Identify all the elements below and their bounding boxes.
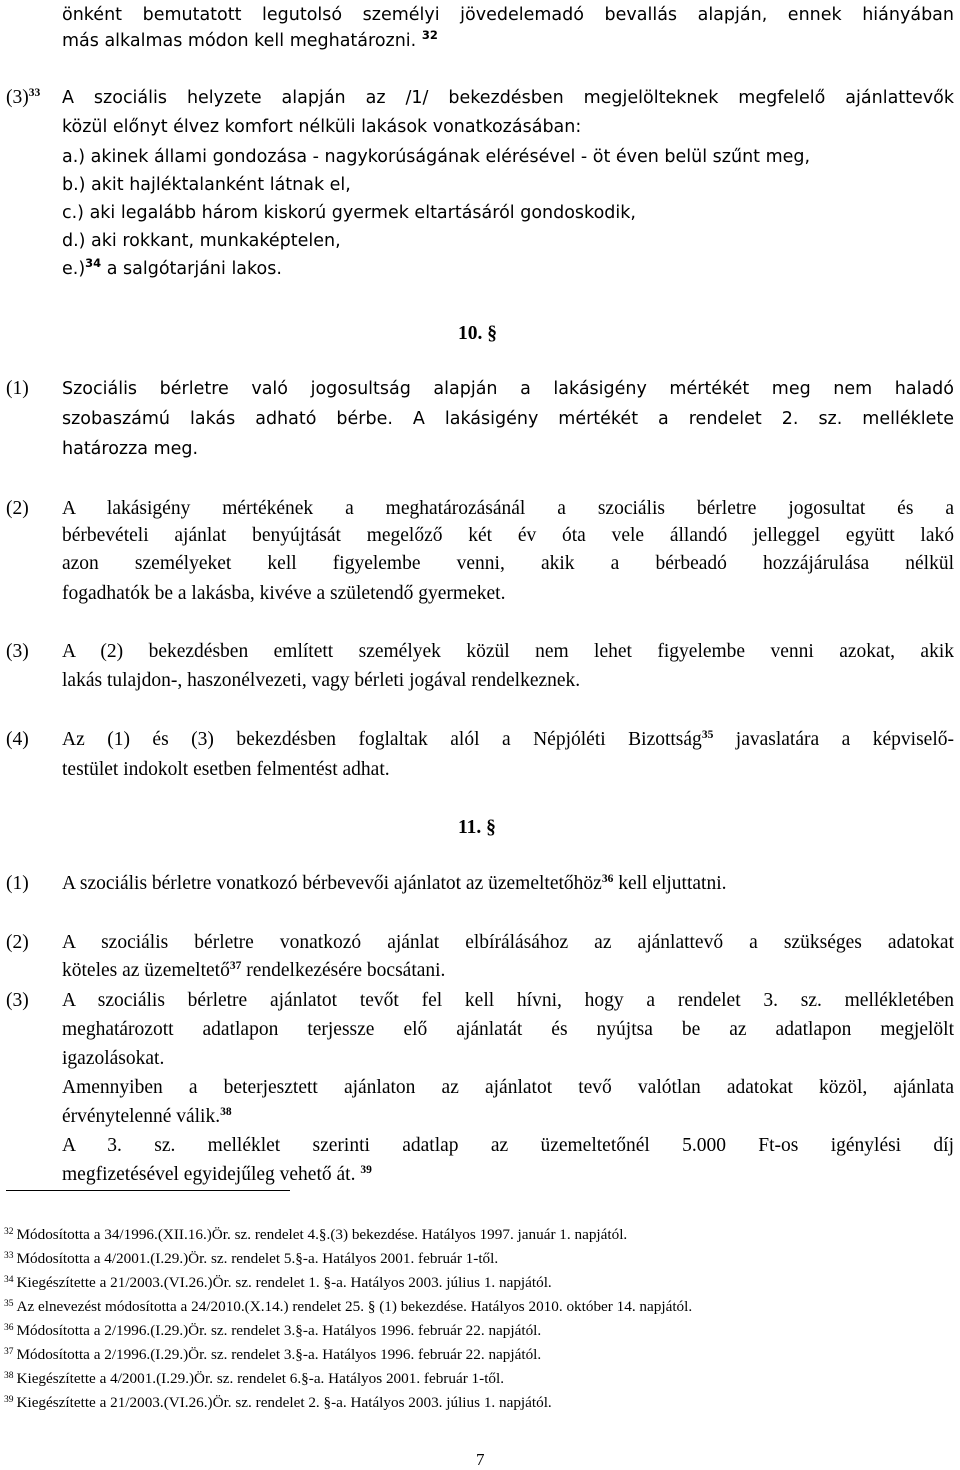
paragraph-number: (1) [6, 378, 29, 399]
paragraph-line: A szociális helyzete alapján az /1/ bekezdésben megjelölteknek megfelelő ajánlattevők [62, 88, 954, 108]
paragraph-line: szobaszámú lakás adható bérbe. A lakásigény mértékét a rendelet 2. sz. melléklete [62, 409, 954, 429]
list-item-e: e.)$^{34}$ a salgótarjáni lakos. [62, 256, 282, 279]
footnote-ref: 36 [601, 873, 614, 885]
paragraph-line: A szociális bérletre ajánlatot tevőt fel kell hívni, hogy a rendelet 3. sz. mellékletében [62, 990, 954, 1011]
paragraph-line: köteles az üzemeltető$^{37}$ rendelkezésére bocsátani. [62, 960, 446, 981]
list-item-d: d.) aki rokkant, munkaképtelen, [62, 231, 341, 251]
paragraph-line: Amennyiben a beterjesztett ajánlaton az ajánlatot tevő valótlan adatokat közöl, ajánlata [62, 1077, 954, 1098]
paragraph-line: testület indokolt esetben felmentést adhat. [62, 759, 390, 780]
footnote-ref: 34 [85, 256, 102, 270]
page-number: 7 [476, 1450, 485, 1469]
footnote-ref: 32 [421, 28, 438, 42]
footnote-36: $^{36}$ Módosította a 2/1996.(I.29.)Ör. sz. rendelet 3.§-a. Hatályos 1996. február 22. napjától. [4, 1322, 542, 1339]
paragraph-line: igazolásokat. [62, 1048, 165, 1069]
footnote-ref: 39 [360, 1164, 372, 1176]
paragraph-number: $(3)^{33}$ [6, 87, 41, 108]
paragraph-line: más alkalmas módon kell meghatározni. $^{32}$ [62, 28, 438, 51]
paragraph-line: A szociális bérletre vonatkozó bérbevevői ajánlatot az üzemeltetőhöz$^{36}$ kell eljuttatni. [62, 873, 727, 894]
footnote-34: $^{34}$ Kiegészítette a 21/2003.(VI.26.)Ör. sz. rendelet 1. §-a. Hatályos 2003. július 1. napjától. [4, 1274, 552, 1291]
paragraph-line: meghatározott adatlapon terjessze elő ajánlatát és nyújtsa be az adatlapon megjelölt [62, 1019, 954, 1040]
paragraph-line: határozza meg. [62, 439, 199, 459]
footnote-ref: 38 [220, 1106, 232, 1118]
paragraph-number: (3) [6, 990, 29, 1011]
paragraph-line: azon személyeket kell figyelembe venni, akik a bérbeadó hozzájárulása nélkül [62, 553, 954, 574]
paragraph-number: (2) [6, 498, 29, 519]
paragraph-line: lakás tulajdon-, haszonélvezeti, vagy bérleti jogával rendelkeznek. [62, 670, 581, 691]
paragraph-number: (4) [6, 729, 29, 750]
paragraph-line: A lakásigény mértékének a meghatározásánál a szociális bérletre jogosultat és a [62, 498, 954, 519]
footnote-35: $^{35}$ Az elnevezést módosította a 24/2010.(X.14.) rendelet 25. § (1) bekezdése. Hatályos 2010. október 14. napjától. [4, 1298, 693, 1315]
paragraph-line: A 3. sz. melléklet szerinti adatlap az üzemeltetőnél 5.000 Ft-os igénylési díj [62, 1135, 954, 1156]
footnote-ref: 33 [28, 87, 41, 99]
footnote-ref: 37 [229, 960, 242, 972]
section-heading-11: 11. § [458, 817, 496, 838]
footnote-37: $^{37}$ Módosította a 2/1996.(I.29.)Ör. sz. rendelet 3.§-a. Hatályos 1996. február 22. napjától. [4, 1346, 542, 1363]
footnote-ref: 35 [701, 729, 714, 741]
paragraph-line: Szociális bérletre való jogosultság alapján a lakásigény mértékét meg nem haladó [62, 379, 954, 399]
paragraph-line: közül előnyt élvez komfort nélküli lakások vonatkozásában: [62, 117, 582, 137]
footnote-39: $^{39}$ Kiegészítette a 21/2003.(VI.26.)Ör. sz. rendelet 2. §-a. Hatályos 2003. július 1. napjától. [4, 1394, 552, 1411]
paragraph-number: (1) [6, 873, 29, 894]
paragraph-line: fogadhatók be a lakásba, kivéve a születendő gyermeket. [62, 583, 506, 604]
list-item-a: a.) akinek állami gondozása - nagykorúságának elérésével - öt éven belül szűnt meg, [62, 147, 811, 167]
paragraph-number: (3) [6, 641, 29, 662]
paragraph-number: (2) [6, 932, 29, 953]
footnote-separator [6, 1190, 290, 1191]
list-item-b: b.) akit hajléktalanként látnak el, [62, 175, 351, 195]
footnote-32: $^{32}$ Módosította a 34/1996.(XII.16.)Ör. sz. rendelet 4.§.(3) bekezdése. Hatályos 1997. január 1. napjától. [4, 1226, 628, 1243]
section-heading-10: 10. § [458, 323, 497, 344]
paragraph-line: érvénytelenné válik.$^{38}$ [62, 1106, 232, 1127]
paragraph-line: önként bemutatott legutolsó személyi jövedelemadó bevallás alapján, ennek hiányában [62, 5, 954, 25]
list-item-c: c.) aki legalább három kiskorú gyermek eltartásáról gondoskodik, [62, 203, 636, 223]
paragraph-line: megfizetésével egyidejűleg vehető át. $^{39}$ [62, 1164, 372, 1185]
paragraph-line: bérbevételi ajánlat benyújtását megelőző két év óta vele állandó jelleggel együtt lakó [62, 525, 954, 546]
footnote-38: $^{38}$ Kiegészítette a 4/2001.(I.29.)Ör. sz. rendelet 6.§-a. Hatályos 2001. február 1-től. [4, 1370, 505, 1387]
paragraph-line: Az (1) és (3) bekezdésben foglaltak alól a Népjóléti Bizottság$^{35}$ javaslatára a képviselő- [62, 729, 954, 750]
paragraph-line: A szociális bérletre vonatkozó ajánlat elbírálásához az ajánlattevő a szükséges adatokat [62, 932, 954, 953]
footnote-33: $^{33}$ Módosította a 4/2001.(I.29.)Ör. sz. rendelet 5.§-a. Hatályos 2001. február 1-től. [4, 1250, 499, 1267]
paragraph-line: A (2) bekezdésben említett személyek közül nem lehet figyelembe venni azokat, akik [62, 641, 954, 662]
